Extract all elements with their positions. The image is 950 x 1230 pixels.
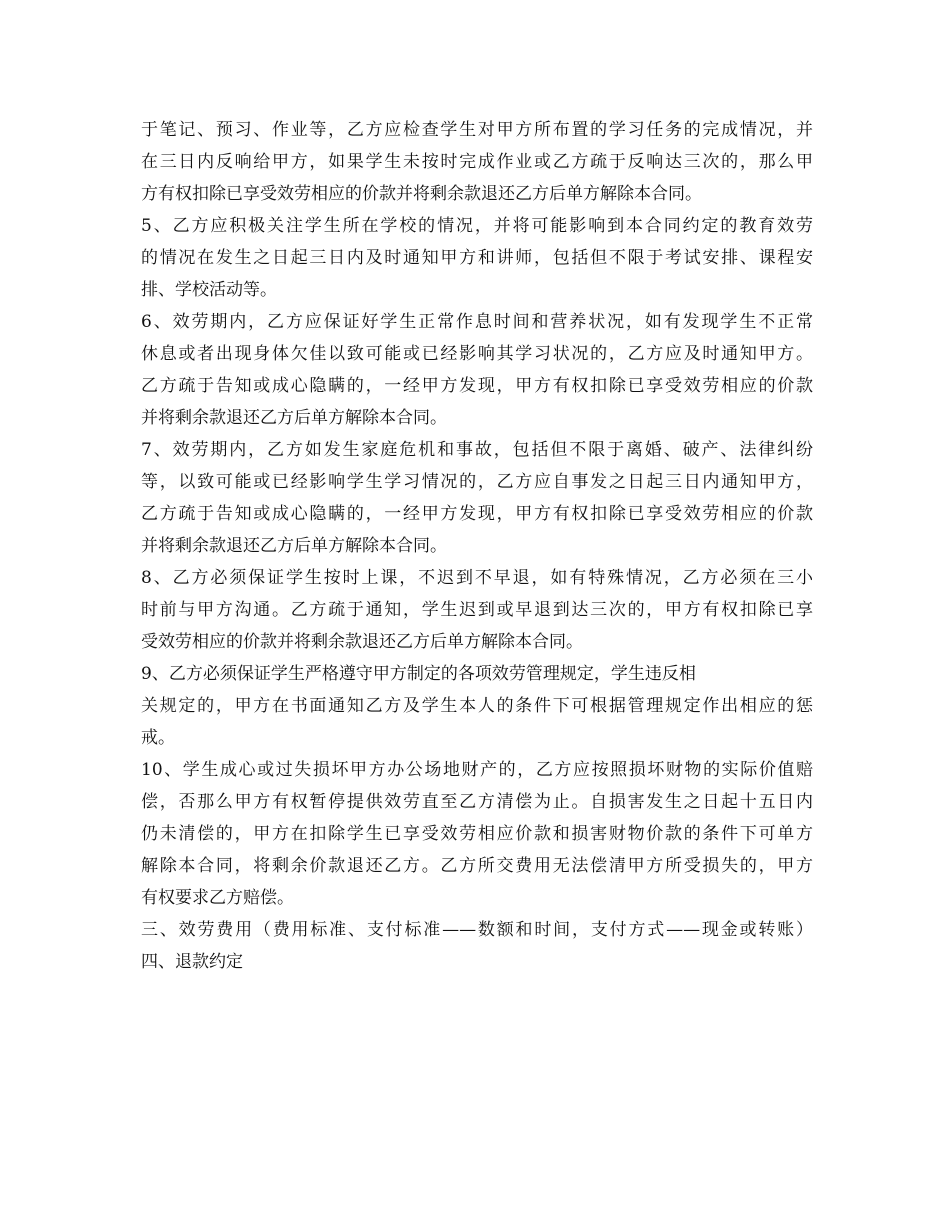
text-line: 10、学生成心或过失损坏甲方办公场地财产的，乙方应按照损坏财物的实际价值赔: [141, 760, 813, 780]
text-line: 等，以致可能或已经影响学生学习情况的，乙方应自事发之日起三日内通知甲方，: [141, 472, 813, 492]
text-line: 8、乙方必须保证学生按时上课，不迟到不早退，如有特殊情况，乙方必须在三小: [141, 568, 813, 588]
text-line: 方有权扣除已享受效劳相应的价款并将剩余款退还乙方后单方解除本合同。: [141, 184, 702, 204]
text-line: 6、效劳期内，乙方应保证好学生正常作息时间和营养状况，如有发现学生不正常: [141, 312, 813, 332]
text-line: 解除本合同，将剩余价款退还乙方。乙方所交费用无法偿清甲方所受损失的，甲方: [141, 856, 813, 876]
document-page: [141, 114, 813, 978]
text-line: 并将剩余款退还乙方后单方解除本合同。: [141, 408, 447, 428]
text-line: 乙方疏于告知或成心隐瞒的，一经甲方发现，甲方有权扣除已享受效劳相应的价款: [141, 504, 813, 524]
text-line: 戒。: [141, 728, 175, 748]
text-line: 的情况在发生之日起三日内及时通知甲方和讲师，包括但不限于考试安排、课程安: [141, 248, 813, 268]
text-line: 排、学校活动等。: [141, 280, 277, 300]
text-line: 受效劳相应的价款并将剩余款退还乙方后单方解除本合同。: [141, 632, 583, 652]
text-line: 时前与甲方沟通。乙方疏于通知，学生迟到或早退到达三次的，甲方有权扣除已享: [141, 600, 813, 620]
text-line: 仍未清偿的，甲方在扣除学生已享受效劳相应价款和损害财物价款的条件下可单方: [141, 824, 813, 844]
text-line: 偿，否那么甲方有权暂停提供效劳直至乙方清偿为止。自损害发生之日起十五日内: [141, 792, 813, 812]
text-line: 并将剩余款退还乙方后单方解除本合同。: [141, 536, 447, 556]
text-line: 休息或者出现身体欠佳以致可能或已经影响其学习状况的，乙方应及时通知甲方。: [141, 344, 813, 364]
text-line: 7、效劳期内，乙方如发生家庭危机和事故，包括但不限于离婚、破产、法律纠纷: [141, 440, 813, 460]
text-line: 关规定的，甲方在书面通知乙方及学生本人的条件下可根据管理规定作出相应的惩: [141, 696, 813, 716]
text-line: 三、效劳费用（费用标准、支付标准——数额和时间，支付方式——现金或转账）: [141, 920, 813, 940]
text-line: 乙方疏于告知或成心隐瞒的，一经甲方发现，甲方有权扣除已享受效劳相应的价款: [141, 376, 813, 396]
text-line: 9、乙方必须保证学生严格遵守甲方制定的各项效劳管理规定，学生违反相: [141, 664, 696, 684]
text-line: 于笔记、预习、作业等，乙方应检查学生对甲方所布置的学习任务的完成情况，并: [141, 120, 813, 140]
text-line: 在三日内反响给甲方，如果学生未按时完成作业或乙方疏于反响达三次的，那么甲: [141, 152, 813, 172]
text-line: 5、乙方应积极关注学生所在学校的情况，并将可能影响到本合同约定的教育效劳: [141, 216, 813, 236]
text-line: 有权要求乙方赔偿。: [141, 888, 294, 908]
text-line: 四、退款约定: [141, 952, 243, 972]
